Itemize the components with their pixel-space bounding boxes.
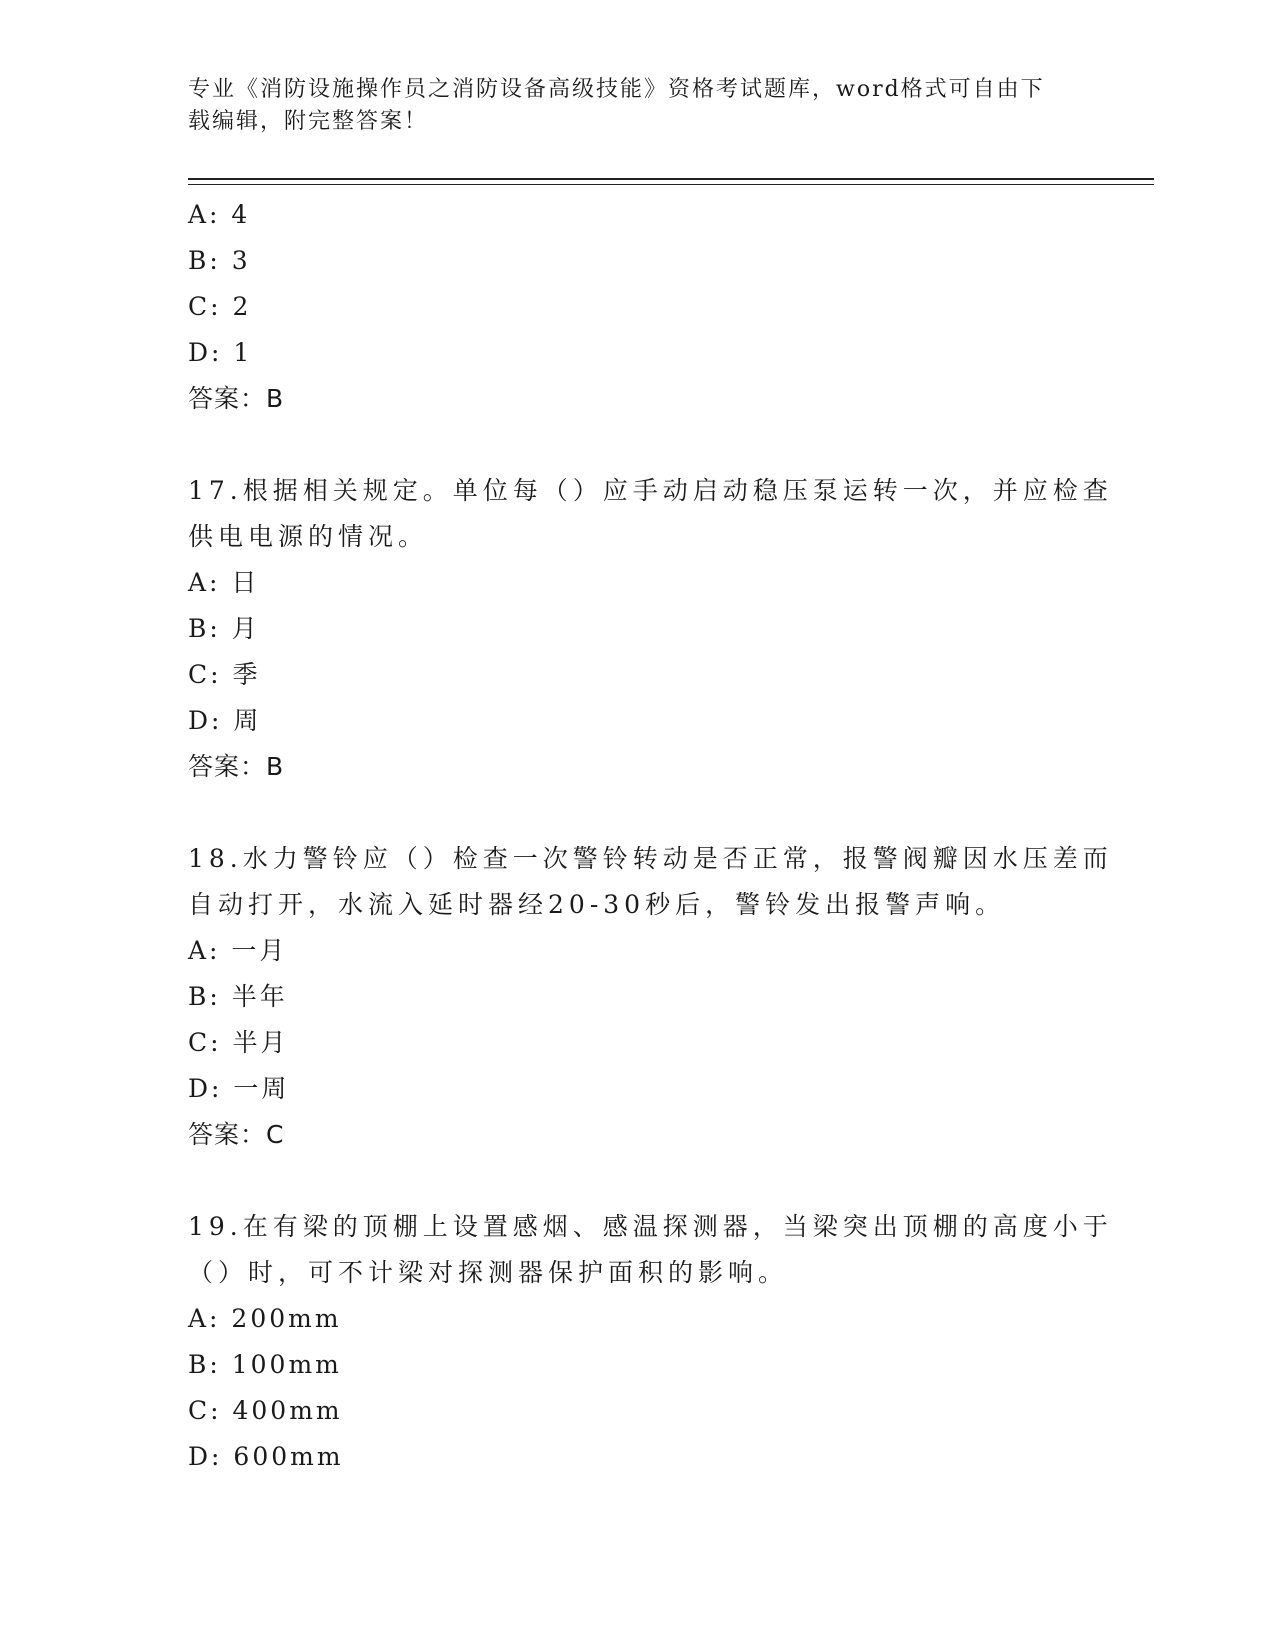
- spacer: [188, 1158, 1088, 1204]
- question-stem-line-1: 17.根据相关规定。单位每（）应手动启动稳压泵运转一次，并应检查: [188, 476, 1113, 505]
- question-17: [188, 468, 1113, 790]
- option-c: C: 400mm: [188, 1396, 343, 1425]
- header-line-1: 专业《消防设施操作员之消防设备高级技能》资格考试题库，word格式可自由下: [188, 77, 1045, 102]
- question-stem-line-2: 自动打开，水流入延时器经20-30秒后，警铃发出报警声响。: [188, 890, 1006, 919]
- question-stem-line-2: （）时，可不计梁对探测器保护面积的影响。: [188, 1258, 789, 1287]
- question-stem-line-1: 18.水力警铃应（）检查一次警铃转动是否正常，报警阀瓣因水压差而: [188, 844, 1113, 873]
- question-16: [188, 192, 1088, 422]
- option-b: B: 100mm: [188, 1350, 342, 1379]
- answer-line: 答案：B: [188, 384, 285, 413]
- question-stem-line-1: 19.在有梁的顶棚上设置感烟、感温探测器，当梁突出顶棚的高度小于: [188, 1212, 1113, 1241]
- answer-line: 答案：C: [188, 1120, 285, 1149]
- question-18: [188, 836, 1113, 1158]
- spacer: [188, 790, 1088, 836]
- option-d: D: 周: [188, 706, 262, 735]
- header-divider-thick: [188, 178, 1154, 180]
- option-b: B: 月: [188, 614, 260, 643]
- option-b: B: 半年: [188, 982, 288, 1011]
- option-a: A: 200mm: [188, 1304, 342, 1333]
- answer-line: 答案：B: [188, 752, 285, 781]
- spacer: [188, 422, 1088, 468]
- option-d: D: 一周: [188, 1074, 290, 1103]
- option-d: D: 600mm: [188, 1442, 344, 1471]
- option-c: C: 2: [188, 292, 252, 321]
- option-a: A: 一月: [188, 936, 288, 965]
- question-19: [188, 1204, 1113, 1480]
- option-c: C: 半月: [188, 1028, 289, 1057]
- option-b: B: 3: [188, 246, 251, 275]
- header-divider-thin: [188, 184, 1154, 185]
- option-a: A: 日: [188, 568, 260, 597]
- document-header: [188, 74, 1068, 138]
- question-stem-line-2: 供电电源的情况。: [188, 522, 429, 551]
- option-a: A: 4: [188, 200, 251, 229]
- option-d: D: 1: [188, 338, 253, 367]
- question-list: [188, 192, 1113, 1480]
- header-line-2: 载编辑，附完整答案！: [188, 109, 429, 134]
- option-c: C: 季: [188, 660, 261, 689]
